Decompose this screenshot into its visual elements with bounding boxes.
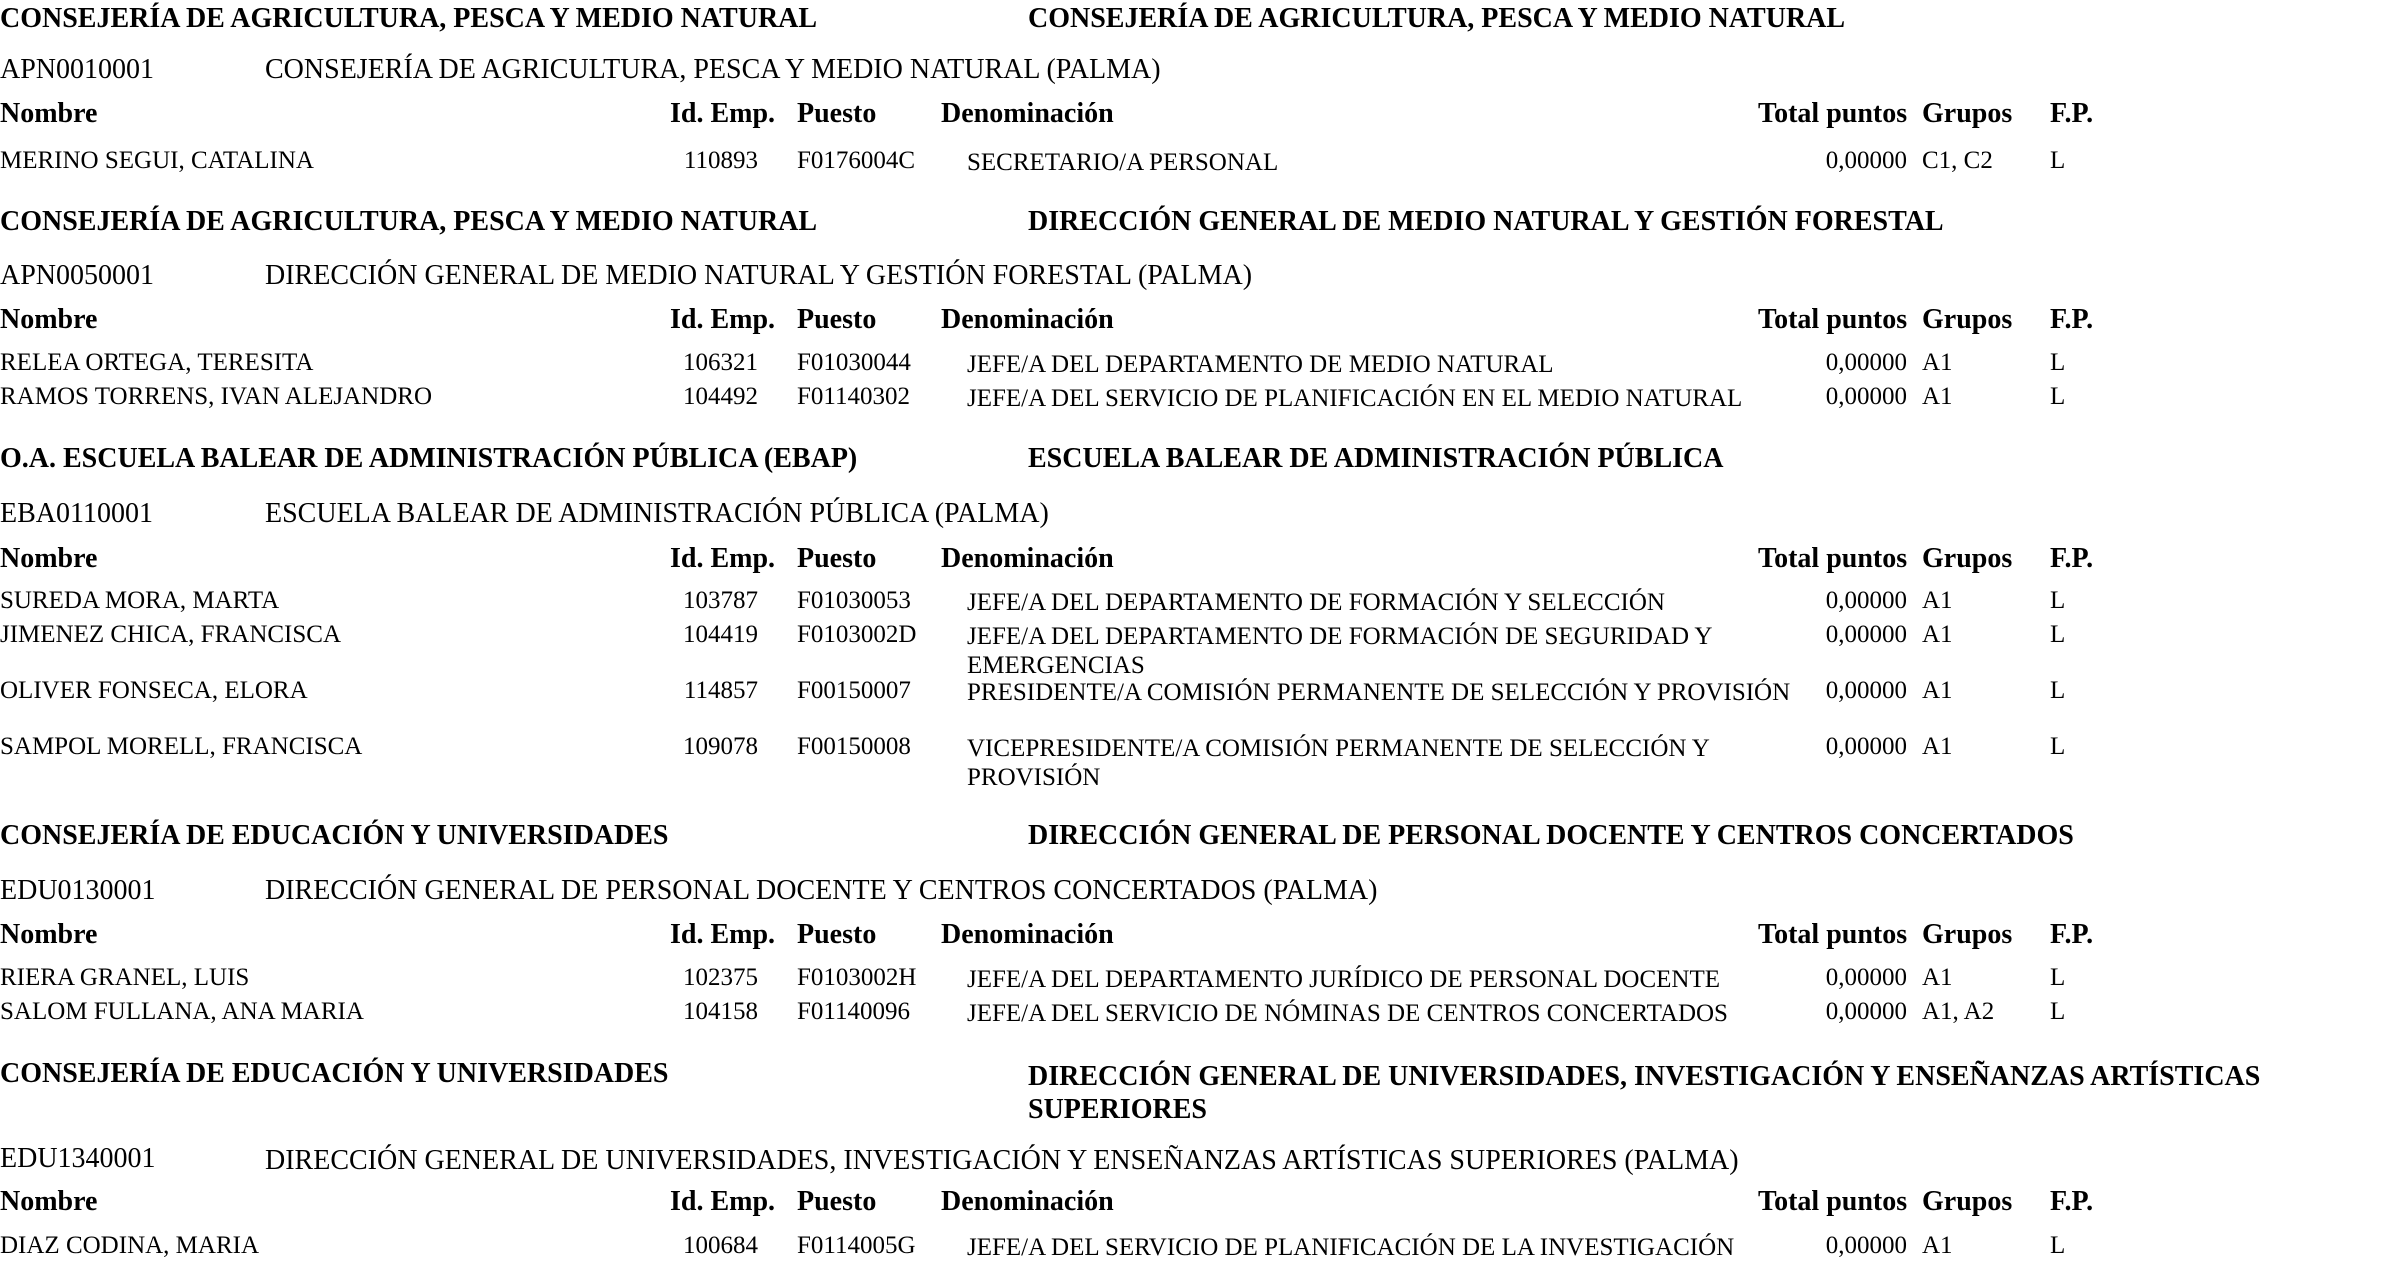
cell-id-emp: 104492: [683, 383, 758, 410]
cell-fp: L: [2050, 147, 2066, 174]
column-header-denominacion: Denominación: [941, 1186, 1114, 1217]
column-header-puesto: Puesto: [797, 304, 877, 335]
cell-nombre: SAMPOL MORELL, FRANCISCA: [0, 733, 363, 760]
column-header-id-emp: Id. Emp.: [670, 543, 776, 574]
column-header-grupos: Grupos: [1922, 1186, 2013, 1217]
cell-puesto: F0103002H: [797, 964, 917, 991]
cell-denominacion: JEFE/A DEL DEPARTAMENTO DE MEDIO NATURAL: [967, 351, 1554, 378]
cell-fp: L: [2050, 349, 2066, 376]
column-header-denominacion: Denominación: [941, 919, 1114, 950]
cell-total-puntos: 0,00000: [1825, 621, 1907, 648]
column-header-total-puntos: Total puntos: [1758, 304, 1908, 335]
cell-total-puntos: 0,00000: [1825, 349, 1907, 376]
column-header-denominacion: Denominación: [941, 98, 1114, 129]
consejeria-heading: O.A. ESCUELA BALEAR DE ADMINISTRACIÓN PÚBLICA (EBAP): [0, 443, 858, 474]
column-header-fp: F.P.: [2050, 543, 2094, 574]
unit-name: DIRECCIÓN GENERAL DE MEDIO NATURAL Y GESTIÓN FORESTAL (PALMA): [265, 260, 1253, 291]
cell-grupos: A1: [1922, 349, 1953, 376]
column-header-grupos: Grupos: [1922, 98, 2013, 129]
cell-denominacion: PRESIDENTE/A COMISIÓN PERMANENTE DE SELECCIÓN Y PROVISIÓN: [967, 679, 1791, 706]
cell-puesto: F0114005G: [797, 1232, 916, 1259]
column-header-nombre: Nombre: [0, 98, 98, 129]
column-header-fp: F.P.: [2050, 1186, 2094, 1217]
column-header-puesto: Puesto: [797, 919, 877, 950]
cell-id-emp: 100684: [683, 1232, 758, 1259]
cell-id-emp: 103787: [683, 587, 758, 614]
cell-nombre: JIMENEZ CHICA, FRANCISCA: [0, 621, 342, 648]
cell-fp: L: [2050, 733, 2066, 760]
consejeria-heading: CONSEJERÍA DE EDUCACIÓN Y UNIVERSIDADES: [0, 820, 669, 851]
cell-fp: L: [2050, 621, 2066, 648]
column-header-nombre: Nombre: [0, 304, 98, 335]
cell-id-emp: 114857: [683, 677, 758, 704]
cell-total-puntos: 0,00000: [1825, 677, 1907, 704]
cell-grupos: A1: [1922, 383, 1953, 410]
cell-fp: L: [2050, 677, 2066, 704]
cell-puesto: F01030044: [797, 349, 911, 376]
cell-total-puntos: 0,00000: [1825, 587, 1907, 614]
cell-nombre: MERINO SEGUI, CATALINA: [0, 147, 314, 174]
cell-denominacion: JEFE/A DEL DEPARTAMENTO DE FORMACIÓN DE SEGURIDAD Y EMERGENCIAS: [967, 623, 1712, 679]
column-header-grupos: Grupos: [1922, 919, 2013, 950]
direccion-heading: CONSEJERÍA DE AGRICULTURA, PESCA Y MEDIO NATURAL: [1028, 3, 1846, 34]
column-header-fp: F.P.: [2050, 98, 2094, 129]
column-header-nombre: Nombre: [0, 543, 98, 574]
column-header-grupos: Grupos: [1922, 304, 2013, 335]
cell-fp: L: [2050, 383, 2066, 410]
cell-grupos: A1, A2: [1922, 998, 1995, 1025]
direccion-heading: DIRECCIÓN GENERAL DE UNIVERSIDADES, INVESTIGACIÓN Y ENSEÑANZAS ARTÍSTICAS SUPERIORES: [1028, 1061, 2261, 1125]
cell-denominacion: JEFE/A DEL SERVICIO DE NÓMINAS DE CENTROS CONCERTADOS: [967, 1000, 1728, 1027]
cell-fp: L: [2050, 964, 2066, 991]
column-header-denominacion: Denominación: [941, 304, 1114, 335]
column-header-total-puntos: Total puntos: [1758, 98, 1908, 129]
cell-nombre: SUREDA MORA, MARTA: [0, 587, 280, 614]
cell-puesto: F01140096: [797, 998, 910, 1025]
cell-denominacion: SECRETARIO/A PERSONAL: [967, 149, 1279, 176]
column-header-grupos: Grupos: [1922, 543, 2013, 574]
cell-total-puntos: 0,00000: [1825, 383, 1907, 410]
unit-code: EDU0130001: [0, 875, 156, 906]
cell-denominacion: VICEPRESIDENTE/A COMISIÓN PERMANENTE DE SELECCIÓN Y PROVISIÓN: [967, 735, 1709, 791]
cell-nombre: RIERA GRANEL, LUIS: [0, 964, 250, 991]
cell-puesto: F01030053: [797, 587, 911, 614]
cell-id-emp: 104158: [683, 998, 758, 1025]
cell-puesto: F0176004C: [797, 147, 916, 174]
cell-grupos: A1: [1922, 621, 1953, 648]
column-header-id-emp: Id. Emp.: [670, 98, 776, 129]
cell-fp: L: [2050, 587, 2066, 614]
column-header-total-puntos: Total puntos: [1758, 543, 1908, 574]
cell-nombre: RAMOS TORRENS, IVAN ALEJANDRO: [0, 383, 433, 410]
unit-name: ESCUELA BALEAR DE ADMINISTRACIÓN PÚBLICA (PALMA): [265, 498, 1049, 529]
column-header-fp: F.P.: [2050, 304, 2094, 335]
cell-grupos: A1: [1922, 733, 1953, 760]
cell-id-emp: 104419: [683, 621, 758, 648]
cell-total-puntos: 0,00000: [1825, 733, 1907, 760]
cell-total-puntos: 0,00000: [1825, 964, 1907, 991]
cell-grupos: A1: [1922, 1232, 1953, 1259]
column-header-puesto: Puesto: [797, 98, 877, 129]
cell-denominacion: JEFE/A DEL SERVICIO DE PLANIFICACIÓN EN EL MEDIO NATURAL: [967, 385, 1743, 412]
column-header-id-emp: Id. Emp.: [670, 1186, 776, 1217]
cell-puesto: F00150008: [797, 733, 911, 760]
direccion-heading: ESCUELA BALEAR DE ADMINISTRACIÓN PÚBLICA: [1028, 443, 1724, 474]
column-header-puesto: Puesto: [797, 1186, 877, 1217]
column-header-total-puntos: Total puntos: [1758, 919, 1908, 950]
cell-nombre: DIAZ CODINA, MARIA: [0, 1232, 260, 1259]
cell-id-emp: 102375: [683, 964, 758, 991]
cell-grupos: C1, C2: [1922, 147, 1993, 174]
cell-fp: L: [2050, 1232, 2066, 1259]
unit-code: EBA0110001: [0, 498, 153, 529]
cell-grupos: A1: [1922, 964, 1953, 991]
cell-id-emp: 106321: [683, 349, 758, 376]
consejeria-heading: CONSEJERÍA DE EDUCACIÓN Y UNIVERSIDADES: [0, 1058, 669, 1089]
cell-nombre: SALOM FULLANA, ANA MARIA: [0, 998, 364, 1025]
cell-denominacion: JEFE/A DEL DEPARTAMENTO DE FORMACIÓN Y SELECCIÓN: [967, 589, 1665, 616]
unit-name: DIRECCIÓN GENERAL DE PERSONAL DOCENTE Y CENTROS CONCERTADOS (PALMA): [265, 875, 1378, 906]
column-header-total-puntos: Total puntos: [1758, 1186, 1908, 1217]
cell-nombre: RELEA ORTEGA, TERESITA: [0, 349, 314, 376]
cell-grupos: A1: [1922, 677, 1953, 704]
direccion-heading: DIRECCIÓN GENERAL DE MEDIO NATURAL Y GESTIÓN FORESTAL: [1028, 206, 1944, 237]
unit-code: APN0010001: [0, 54, 155, 85]
cell-puesto: F01140302: [797, 383, 910, 410]
cell-denominacion: JEFE/A DEL DEPARTAMENTO JURÍDICO DE PERSONAL DOCENTE: [967, 966, 1721, 993]
cell-grupos: A1: [1922, 587, 1953, 614]
cell-total-puntos: 0,00000: [1825, 147, 1907, 174]
column-header-puesto: Puesto: [797, 543, 877, 574]
cell-denominacion: JEFE/A DEL SERVICIO DE PLANIFICACIÓN DE LA INVESTIGACIÓN: [967, 1234, 1735, 1261]
consejeria-heading: CONSEJERÍA DE AGRICULTURA, PESCA Y MEDIO NATURAL: [0, 3, 818, 34]
unit-name: DIRECCIÓN GENERAL DE UNIVERSIDADES, INVESTIGACIÓN Y ENSEÑANZAS ARTÍSTICAS SUPERIORES (PALMA): [265, 1145, 1739, 1176]
column-header-nombre: Nombre: [0, 1186, 98, 1217]
consejeria-heading: CONSEJERÍA DE AGRICULTURA, PESCA Y MEDIO NATURAL: [0, 206, 818, 237]
unit-code: APN0050001: [0, 260, 155, 291]
column-header-fp: F.P.: [2050, 919, 2094, 950]
cell-id-emp: 109078: [683, 733, 758, 760]
unit-name: CONSEJERÍA DE AGRICULTURA, PESCA Y MEDIO NATURAL (PALMA): [265, 54, 1161, 85]
unit-code: EDU1340001: [0, 1143, 156, 1174]
cell-total-puntos: 0,00000: [1825, 998, 1907, 1025]
cell-total-puntos: 0,00000: [1825, 1232, 1907, 1259]
column-header-denominacion: Denominación: [941, 543, 1114, 574]
cell-puesto: F00150007: [797, 677, 911, 704]
cell-fp: L: [2050, 998, 2066, 1025]
column-header-nombre: Nombre: [0, 919, 98, 950]
cell-nombre: OLIVER FONSECA, ELORA: [0, 677, 308, 704]
cell-id-emp: 110893: [683, 147, 758, 174]
cell-puesto: F0103002D: [797, 621, 917, 648]
column-header-id-emp: Id. Emp.: [670, 304, 776, 335]
direccion-heading: DIRECCIÓN GENERAL DE PERSONAL DOCENTE Y CENTROS CONCERTADOS: [1028, 820, 2074, 851]
column-header-id-emp: Id. Emp.: [670, 919, 776, 950]
